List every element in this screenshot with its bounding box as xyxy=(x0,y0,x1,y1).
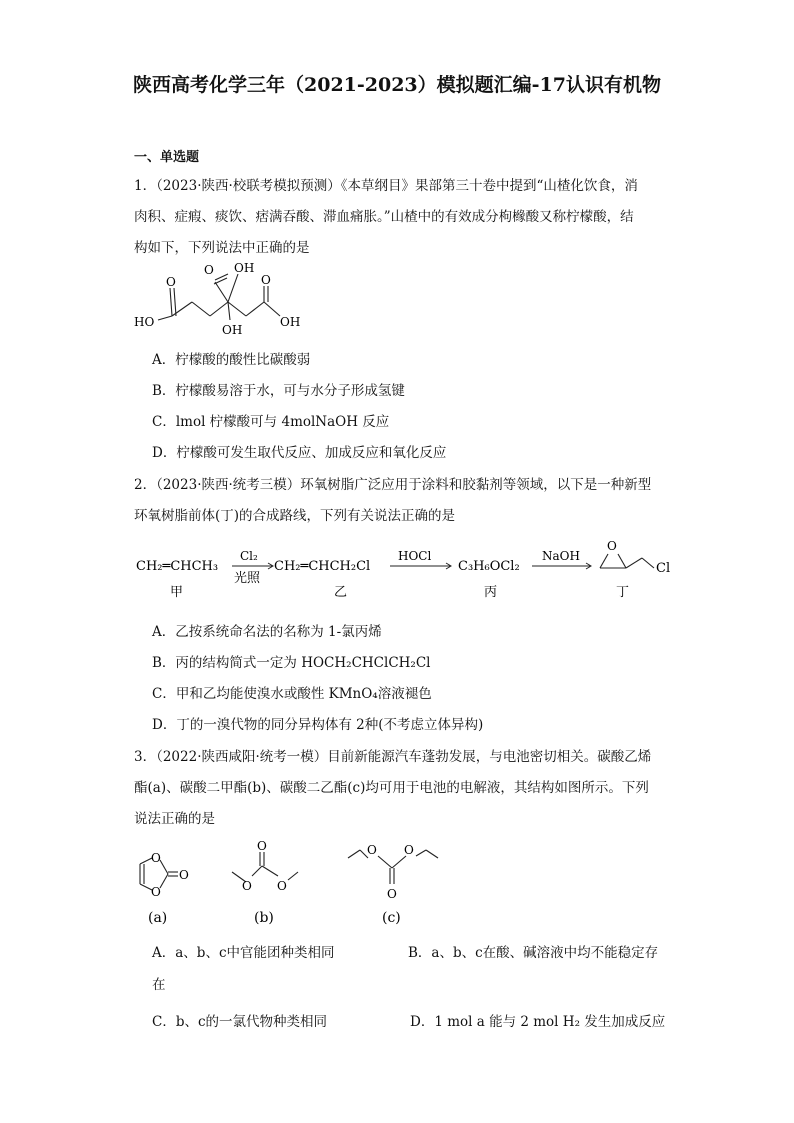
c-o-bottom: O xyxy=(387,887,397,901)
a-o-bottom: O xyxy=(151,885,161,899)
q2-line-1: 2．（2023·陕西·统考三模）环氧树脂广泛应用于涂料和胶黏剂等领域，以下是一种新型 xyxy=(134,477,652,493)
q2-line-2: 环氧树脂前体(丁)的合成路线，下列有关说法正确的是 xyxy=(134,508,456,524)
reagent-hocl: HOCl xyxy=(398,549,432,563)
citric-acid-structure xyxy=(130,258,310,338)
struct-o-right: O xyxy=(261,273,271,287)
label-ding: 丁 xyxy=(616,585,630,600)
label-yi: 乙 xyxy=(334,585,348,600)
label-a: (a) xyxy=(148,910,168,926)
q1-option-d: D．柠檬酸可发生取代反应、加成反应和氧化反应 xyxy=(152,445,447,461)
label-jia: 甲 xyxy=(170,585,184,600)
q3-option-c: C．b、c的一氯代物种类相同 xyxy=(152,1014,328,1030)
q2-option-d: D．丁的一溴代物的同分异构体有 2种(不考虑立体异构) xyxy=(152,717,484,733)
b-o-top: O xyxy=(257,839,267,853)
q1-line-3: 构如下，下列说法中正确的是 xyxy=(134,240,310,256)
page-title: 陕西高考化学三年（2021-2023）模拟题汇编-17认识有机物 xyxy=(133,74,661,96)
q1-option-c: C．lmol 柠檬酸可与 4molNaOH 反应 xyxy=(152,414,390,430)
reagent-cl2: Cl₂ xyxy=(240,549,258,563)
epoxide-cl: Cl xyxy=(656,561,671,576)
synthesis-scheme xyxy=(132,536,692,602)
q1-option-b: B．柠檬酸易溶于水，可与水分子形成氢键 xyxy=(152,383,405,399)
q3-option-b: B．a、b、c在酸、碱溶液中均不能稳定存 xyxy=(408,945,659,961)
epoxide-o: O xyxy=(607,539,617,553)
q3-option-d: D．1 mol a 能与 2 mol H₂ 发生加成反应 xyxy=(410,1014,666,1030)
q2-option-c: C．甲和乙均能使溴水或酸性 KMnO₄溶液褪色 xyxy=(152,686,432,702)
struct-oh-top: OH xyxy=(234,261,255,275)
label-bing: 丙 xyxy=(484,585,498,600)
q3-line-3: 说法正确的是 xyxy=(134,811,215,827)
struct-o-top: O xyxy=(204,263,214,277)
reagent-light: 光照 xyxy=(234,571,261,586)
q2-option-b: B．丙的结构简式一定为 HOCH₂CHClCH₂Cl xyxy=(152,655,431,671)
q1-option-a: A．柠檬酸的酸性比碳酸弱 xyxy=(152,352,311,368)
a-o-top: O xyxy=(151,851,161,865)
q2-option-a: A．乙按系统命名法的名称为 1-氯丙烯 xyxy=(152,624,382,640)
q1-line-1: 1．（2023·陕西·校联考模拟预测）《本草纲目》果部第三十卷中提到“山楂化饮食，消 xyxy=(134,178,638,194)
q3-option-a: A．a、b、c中官能团种类相同 xyxy=(152,945,335,961)
carbonate-structures xyxy=(130,836,460,928)
q3-line-1: 3．（2022·陕西咸阳·统考一模）目前新能源汽车蓬勃发展，与电池密切相关。碳酸乙烯 xyxy=(134,749,652,765)
struct-ho-left: HO xyxy=(134,315,155,329)
label-c: (c) xyxy=(382,910,401,926)
q3-option-b-wrap: 在 xyxy=(152,977,166,993)
c-o-left: O xyxy=(367,843,377,857)
struct-o-left: O xyxy=(166,275,176,289)
a-o-carbonyl: O xyxy=(179,868,189,882)
b-o-right: O xyxy=(277,879,287,893)
compound-bing: C₃H₆OCl₂ xyxy=(458,559,520,574)
epoxide-ring xyxy=(600,554,654,568)
label-b: (b) xyxy=(254,910,274,926)
q3-line-2: 酯(a)、碳酸二甲酯(b)、碳酸二乙酯(c)均可用于电池的电解液，其结构如图所示。下列 xyxy=(134,780,649,796)
struct-oh-right: OH xyxy=(280,315,301,329)
compound-jia: CH₂═CHCH₃ xyxy=(136,559,219,574)
q1-line-2: 肉积、症瘕、痰饮、痞满吞酸、滞血痛胀。”山楂中的有效成分枸橼酸又称柠檬酸，结 xyxy=(134,209,634,225)
compound-yi: CH₂═CHCH₂Cl xyxy=(274,559,371,574)
section-heading: 一、单选题 xyxy=(134,150,200,165)
b-o-left: O xyxy=(242,879,252,893)
struct-oh-center: OH xyxy=(222,323,243,337)
reagent-naoh: NaOH xyxy=(542,549,580,563)
c-o-right: O xyxy=(404,843,414,857)
